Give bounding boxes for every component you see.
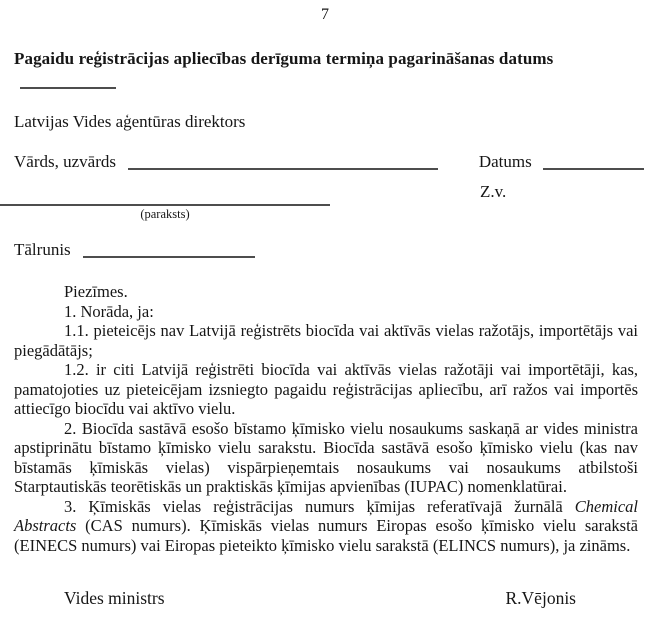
note-3-text: 3. Ķīmiskās vielas reģistrācijas numurs ķīmijas referatīvajā žurnālā bbox=[64, 496, 563, 516]
signature-field bbox=[0, 182, 330, 222]
heading-text: Pagaidu reģistrācijas apliecības derīguma termiņa pagarināšanas datums bbox=[14, 49, 554, 68]
date-blank bbox=[543, 156, 644, 170]
date-field bbox=[479, 152, 644, 172]
note-1-2: 1.2. ir citi Latvijā reģistrēti biocīda vai aktīvās vielas ražotāji vai importētāji, kas, pamatojoties uz pieteicējam izsniegto pagaidu reģistrācijas apliecību, arī ražos vai importēs attiecīgo biocīdu vai aktīvo vielu. bbox=[14, 360, 638, 418]
heading-line bbox=[14, 48, 640, 92]
note-3-journal-title: Chemical Abstracts bbox=[14, 496, 638, 535]
signature-caption: (paraksts) bbox=[140, 207, 190, 221]
name-date-row bbox=[14, 152, 644, 172]
seal-label: Z.v. bbox=[480, 182, 507, 201]
notes-title: Piezīmes. bbox=[64, 282, 128, 301]
note-3-text-continued: (CAS numurs). Ķīmiskās vielas numurs Eiropas esošo ķīmisko vielu sarakstā (EINECS numurs) vai Eiropas pieteikto ķīmisko vielu sarakstā (ELINCS numurs), ja zināms. bbox=[14, 516, 638, 555]
name-field bbox=[14, 152, 438, 172]
note-1-1: 1.1. pieteicējs nav Latvijā reģistrēts biocīda vai aktīvās vielas ražotājs, importētājs vai piegādātājs; bbox=[14, 321, 638, 360]
name-blank bbox=[128, 156, 438, 170]
page-number: 7 bbox=[321, 6, 329, 23]
signature-blank bbox=[0, 182, 330, 206]
phone-label: Tālrunis bbox=[14, 240, 71, 259]
director-title: Latvijas Vides aģentūras direktors bbox=[14, 112, 246, 131]
name-label: Vārds, uzvārds bbox=[14, 152, 116, 171]
note-2: 2. Biocīda sastāvā esošo bīstamo ķīmisko vielu nosaukums saskaņā ar vides ministra apstiprinātu bīstamo ķīmisko vielu sarakstu. Biocīda sastāvā esošo ķīmisko vielu (kas nav bīstamās ķīmiskās vielas) vispārpieņemtais nosaukums vai nosaukums atbilstoši Starptautiskās teorētiskās un praktiskās ķīmijas apvienības (IUPAC) nomenklatūrai. bbox=[14, 418, 638, 496]
footer-row bbox=[0, 588, 650, 608]
notes-section bbox=[14, 282, 638, 555]
minister-name: R.Vējonis bbox=[505, 588, 576, 608]
phone-blank bbox=[83, 244, 255, 258]
signature-row bbox=[0, 182, 650, 222]
minister-title: Vides ministrs bbox=[64, 588, 165, 608]
note-1: 1. Norāda, ja: bbox=[64, 301, 154, 321]
note-3 bbox=[14, 497, 638, 556]
extension-date-blank bbox=[20, 75, 116, 89]
date-label: Datums bbox=[478, 152, 532, 171]
phone-field bbox=[14, 240, 636, 260]
